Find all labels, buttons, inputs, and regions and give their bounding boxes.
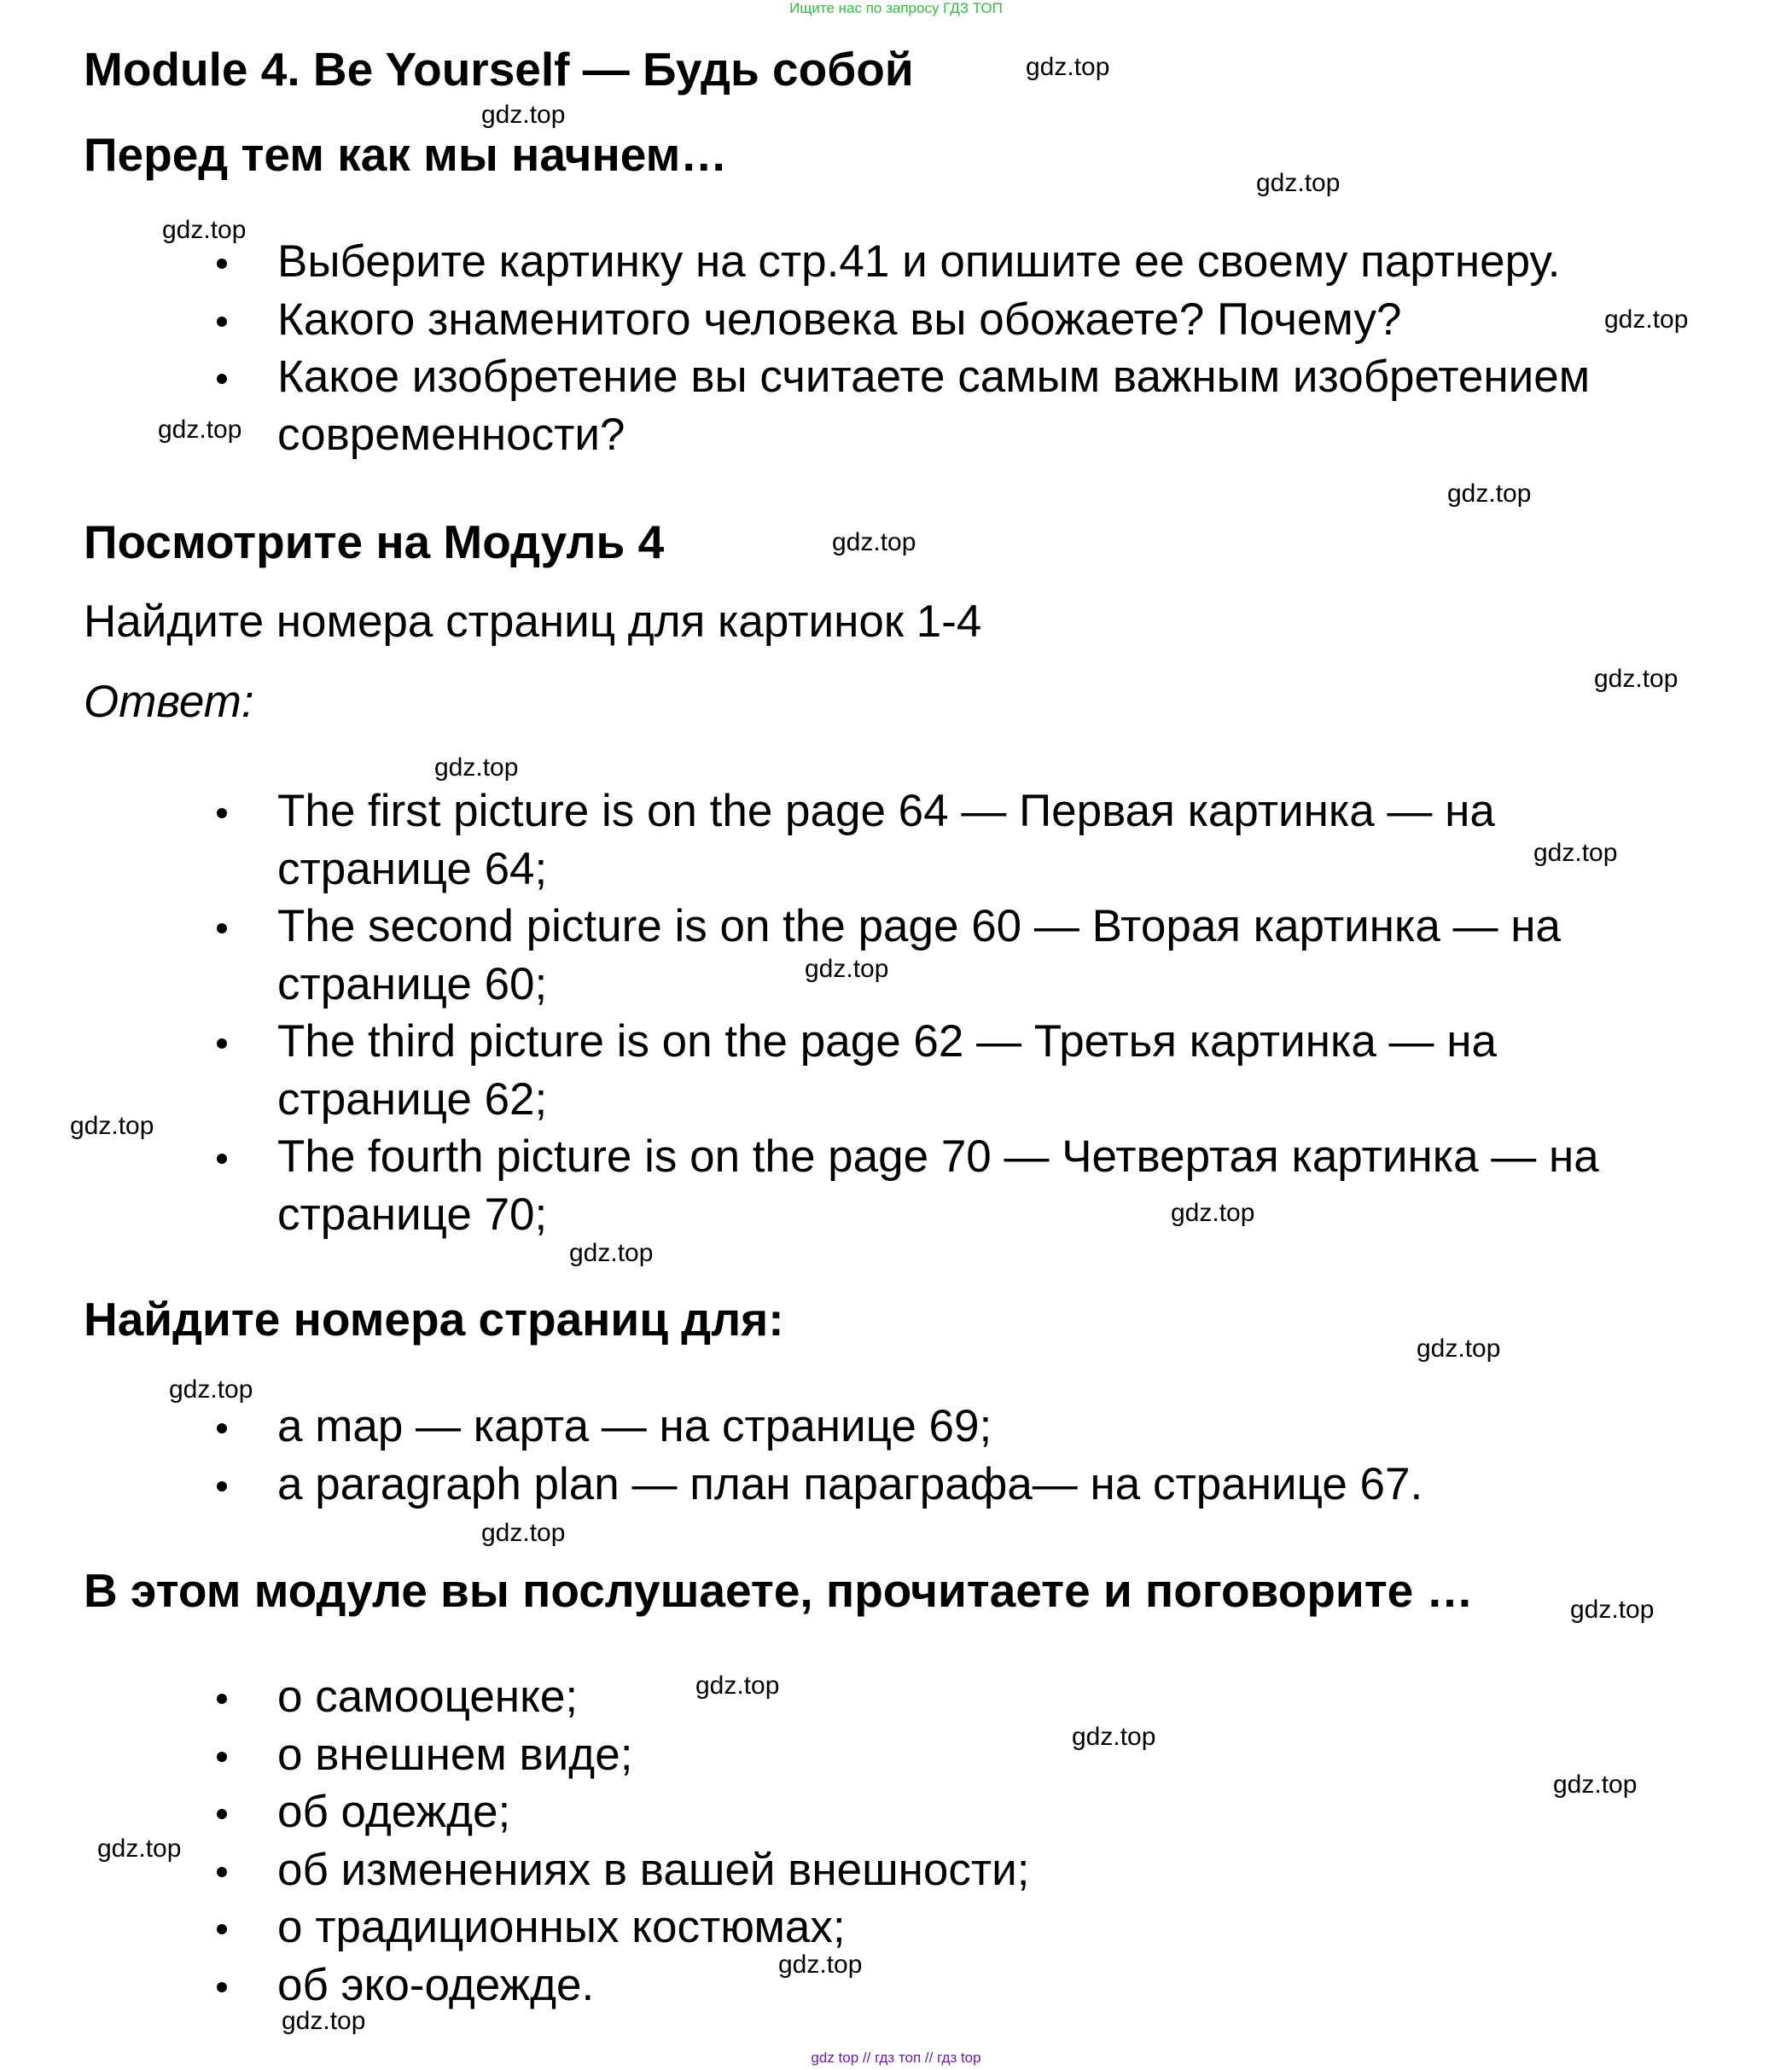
list-item-text: The second picture is on the page 60 — Вторая картинка — на bbox=[277, 901, 1562, 951]
section-module-heading: В этом модуле вы послушаете, прочитаете и поговорите … bbox=[84, 1564, 1474, 1617]
answer-label: Ответ: bbox=[84, 677, 254, 727]
watermark: gdz.top bbox=[481, 1519, 566, 1547]
list-item-text: о традиционных костюмах; bbox=[277, 1902, 846, 1952]
watermark: gdz.top bbox=[1594, 665, 1679, 693]
top-banner: Ищите нас по запросу ГДЗ ТОП bbox=[789, 0, 1003, 16]
section-find-heading: Найдите номера страниц для: bbox=[84, 1293, 784, 1346]
bullet-icon bbox=[217, 1982, 227, 1992]
watermark: gdz.top bbox=[169, 1375, 253, 1404]
watermark: gdz.top bbox=[1553, 1771, 1638, 1799]
bullet-icon bbox=[217, 1423, 227, 1433]
section-look-task: Найдите номера страниц для картинок 1-4 bbox=[84, 596, 982, 647]
list-item bbox=[0, 1013, 1599, 1128]
list-item-text: The fourth picture is on the page 70 — Четвертая картинка — на bbox=[277, 1131, 1599, 1182]
bullet-icon bbox=[217, 1924, 227, 1934]
watermark: gdz.top bbox=[97, 1835, 182, 1863]
watermark: gdz.top bbox=[1533, 839, 1618, 867]
list-item-text: современности? bbox=[277, 409, 625, 460]
list-item bbox=[0, 1957, 1029, 2015]
watermark: gdz.top bbox=[832, 528, 916, 556]
bullet-icon bbox=[217, 1752, 227, 1762]
list-item-text: a map — карта — на странице 69; bbox=[277, 1401, 992, 1451]
list-item-text: странице 64; bbox=[277, 843, 548, 894]
watermark: gdz.top bbox=[1026, 53, 1110, 81]
list-item-text: Какое изобретение вы считаете самым важным изобретением bbox=[277, 352, 1591, 402]
bullet-icon bbox=[217, 374, 227, 384]
list-item-text: Какого знаменитого человека вы обожаете? Почему? bbox=[277, 294, 1402, 345]
bullet-icon bbox=[217, 1867, 227, 1877]
section-find-list bbox=[0, 1398, 1423, 1513]
list-item bbox=[0, 898, 1599, 1013]
list-item-text: странице 70; bbox=[277, 1189, 548, 1240]
list-item bbox=[0, 348, 1590, 463]
bullet-icon bbox=[217, 1154, 227, 1164]
bullet-icon bbox=[217, 923, 227, 933]
watermark: gdz.top bbox=[70, 1112, 154, 1140]
list-item-text: The first picture is on the page 64 — Первая картинка — на bbox=[277, 786, 1495, 836]
watermark: gdz.top bbox=[434, 753, 519, 782]
section-look-heading: Посмотрите на Модуль 4 bbox=[84, 515, 665, 568]
list-item-text: о самооценке; bbox=[277, 1672, 579, 1722]
bullet-icon bbox=[217, 1809, 227, 1819]
list-item bbox=[0, 1128, 1599, 1243]
watermark: gdz.top bbox=[695, 1672, 780, 1700]
list-item-text: a paragraph plan — план параграфа— на странице 67. bbox=[277, 1458, 1423, 1509]
watermark: gdz.top bbox=[481, 101, 566, 129]
list-item bbox=[0, 1668, 1029, 1726]
bullet-icon bbox=[217, 259, 227, 269]
watermark: gdz.top bbox=[1570, 1596, 1655, 1624]
watermark: gdz.top bbox=[805, 955, 889, 983]
bullet-icon bbox=[217, 1038, 227, 1049]
list-item-text: об одежде; bbox=[277, 1787, 511, 1837]
list-item-text: о внешнем виде; bbox=[277, 1729, 633, 1780]
list-item bbox=[0, 1726, 1029, 1784]
watermark: gdz.top bbox=[1072, 1723, 1156, 1751]
watermark: gdz.top bbox=[778, 1951, 863, 1979]
list-item-text: странице 60; bbox=[277, 958, 548, 1009]
watermark: gdz.top bbox=[1447, 480, 1532, 508]
list-item-text: странице 62; bbox=[277, 1073, 548, 1125]
list-item bbox=[0, 1898, 1029, 1957]
list-item bbox=[0, 291, 1590, 349]
watermark: gdz.top bbox=[1417, 1334, 1501, 1363]
bullet-icon bbox=[217, 1694, 227, 1704]
watermark: gdz.top bbox=[282, 2007, 366, 2035]
list-item-text: Выберите картинку на стр.41 и опишите ее своему партнеру. bbox=[277, 236, 1561, 287]
watermark: gdz.top bbox=[158, 416, 242, 444]
list-item-text: об эко-одежде. bbox=[277, 1959, 595, 2010]
bottom-banner: gdz top // гдз топ // гдз top bbox=[811, 2050, 981, 2066]
bullet-icon bbox=[217, 1481, 227, 1491]
section-look-list bbox=[0, 782, 1599, 1243]
watermark: gdz.top bbox=[1256, 169, 1341, 197]
bullet-icon bbox=[217, 317, 227, 327]
bullet-icon bbox=[217, 808, 227, 818]
page-title: Module 4. Be Yourself — Будь собой bbox=[84, 43, 914, 96]
list-item bbox=[0, 1783, 1029, 1841]
list-item-text: об изменениях в вашей внешности; bbox=[277, 1844, 1030, 1895]
list-item-text: The third picture is on the page 62 — Третья картинка — на bbox=[277, 1016, 1498, 1067]
watermark: gdz.top bbox=[162, 216, 247, 244]
watermark: gdz.top bbox=[1171, 1199, 1255, 1227]
watermark: gdz.top bbox=[1604, 305, 1689, 334]
list-item bbox=[0, 1398, 1423, 1456]
list-item bbox=[0, 782, 1599, 898]
section-before-heading: Перед тем как мы начнем… bbox=[84, 128, 728, 181]
watermark: gdz.top bbox=[569, 1239, 654, 1267]
list-item bbox=[0, 1456, 1423, 1514]
